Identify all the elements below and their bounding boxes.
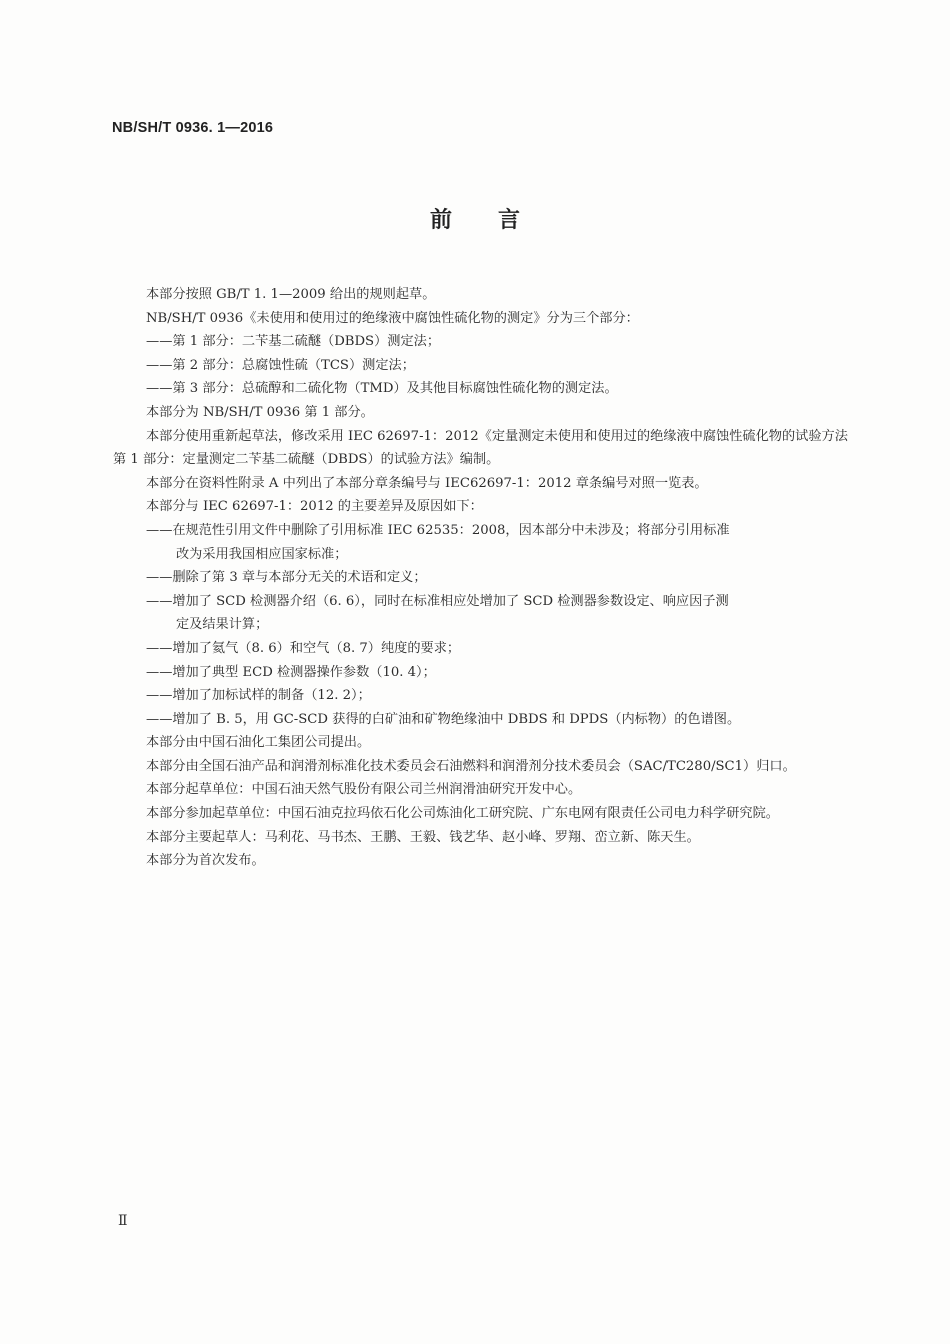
standard-code: NB/SH/T 0936. 1—2016 [112,120,274,136]
paragraph-drafting-unit: 本部分起草单位：中国石油天然气股份有限公司兰州润滑油研究开发中心。 [146,782,582,798]
paragraph-proposed-by: 本部分由中国石油化工集团公司提出。 [146,735,371,751]
paragraph-under-jurisdiction: 本部分由全国石油产品和润滑剂标准化技术委员会石油燃料和润滑剂分技术委员会（SAC/TC280/SC1）归口。 [146,758,796,774]
list-item-part-3: ——第 3 部分：总硫醇和二硫化物（TMD）及其他目标腐蚀性硫化物的测定法。 [146,381,618,397]
list-item-difference-1: ——在规范性引用文件中删除了引用标准 IEC 62535：2008，因本部分中未涉及；将部分引用标准 [146,522,730,538]
list-item-part-2: ——第 2 部分：总腐蚀性硫（TCS）测定法； [146,357,415,373]
paragraph-series-parts: NB/SH/T 0936《未使用和使用过的绝缘液中腐蚀性硫化物的测定》分为三个部分： [146,310,639,326]
list-item-difference-3-cont: 定及结果计算； [176,617,269,633]
paragraph-annex-a: 本部分在资料性附录 A 中列出了本部分章条编号与 IEC62697-1：2012 章条编号对照一览表。 [146,475,708,491]
list-item-difference-7: ——增加了 B. 5，用 GC-SCD 获得的白矿油和矿物绝缘油中 DBDS 和 DPDS（内标物）的色谱图。 [146,711,741,727]
list-item-difference-6: ——增加了加标试样的制备（12. 2）； [146,688,371,704]
paragraph-this-part: 本部分为 NB/SH/T 0936 第 1 部分。 [146,404,374,420]
paragraph-differences-intro: 本部分与 IEC 62697-1：2012 的主要差异及原因如下： [146,499,483,515]
page-title: 前言 [429,208,566,233]
list-item-difference-5: ——增加了典型 ECD 检测器操作参数（10. 4）； [146,664,436,680]
page-number: Ⅱ [118,1213,128,1229]
paragraph-drafting-rules: 本部分按照 GB/T 1. 1—2009 给出的规则起草。 [146,287,436,302]
list-item-difference-1-cont: 改为采用我国相应国家标准； [176,546,348,562]
paragraph-first-release: 本部分为首次发布。 [146,853,265,869]
paragraph-main-drafters: 本部分主要起草人：马利花、马书杰、王鹏、王毅、钱艺华、赵小峰、罗翔、峦立新、陈天生。 [146,829,700,845]
paragraph-participating-units: 本部分参加起草单位：中国石油克拉玛依石化公司炼油化工研究院、广东电网有限责任公司电力科学研究院。 [146,806,779,822]
list-item-difference-2: ——删除了第 3 章与本部分无关的术语和定义； [146,570,427,586]
foreword-body [113,283,848,873]
list-item-difference-3: ——增加了 SCD 检测器介绍（6. 6），同时在标准相应处增加了 SCD 检测器参数设定、响应因子测 [146,593,729,609]
paragraph-redrafting-method: 本部分使用重新起草法，修改采用 IEC 62697-1：2012《定量测定未使用和使用过的绝缘液中腐蚀性硫化物的试验方法第 1 部分：定量测定二苄基二硫醚（DBDS）的试验方法》编制。 [113,428,848,468]
list-item-difference-4: ——增加了氦气（8. 6）和空气（8. 7）纯度的要求； [146,640,461,656]
list-item-part-1: ——第 1 部分：二苄基二硫醚（DBDS）测定法； [146,334,441,350]
